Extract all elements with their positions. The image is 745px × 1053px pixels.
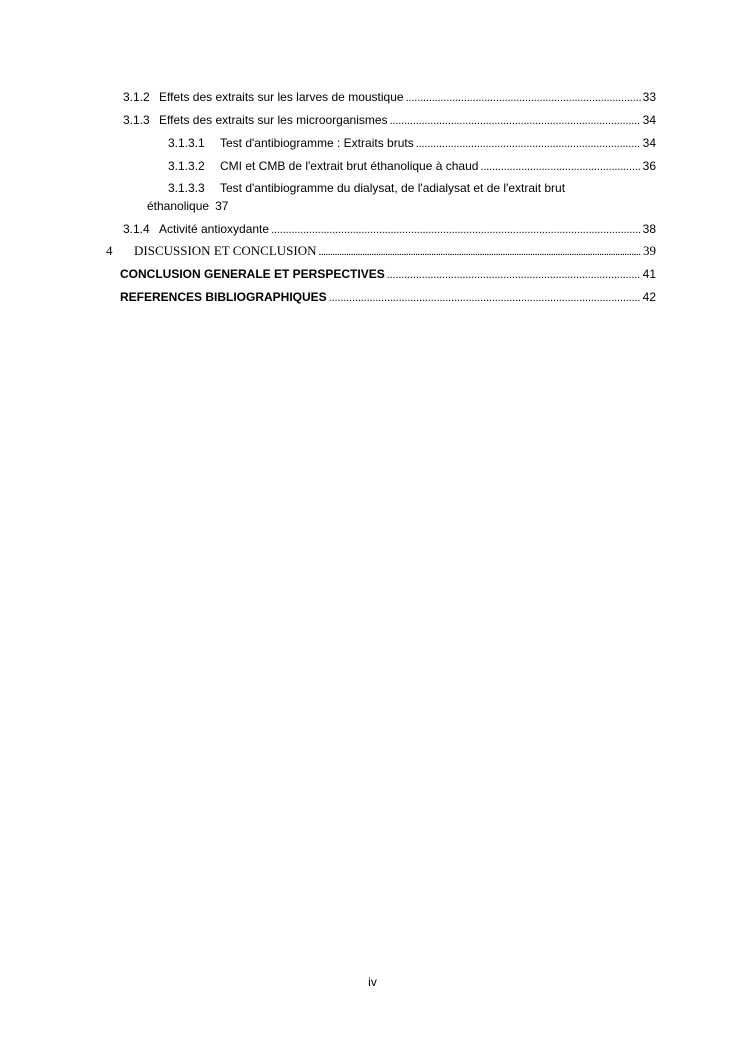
toc-entry-page: 36 [642,159,656,173]
toc-entry-title: CONCLUSION GENERALE ET PERSPECTIVES [120,267,385,281]
toc-leader-dots [319,244,641,259]
table-of-contents [0,0,745,320]
toc-entry-3-1-3-3-continuation [147,198,228,214]
toc-entry-title: Test d'antibiogramme : Extraits bruts [220,136,414,150]
toc-entry-page: 41 [642,267,656,281]
toc-entry-page: 38 [642,222,656,236]
toc-leader-dots [406,90,641,105]
toc-entry-number: 3.1.3.2 [168,159,205,173]
toc-entry-4[interactable] [106,244,656,259]
toc-entry-title: Activité antioxydante [159,222,270,236]
toc-leader-dots [480,159,640,174]
toc-entry-3-1-3[interactable] [123,113,656,128]
toc-entry-title: Effets des extraits sur les larves de moustique [159,90,404,104]
toc-entry-number: 3.1.4 [123,222,150,236]
toc-entry-3-1-4[interactable] [123,222,656,237]
toc-leader-dots [416,136,641,151]
toc-entry-title: DISCUSSION ET CONCLUSION [134,243,317,258]
toc-entry-number: 4 [106,243,113,258]
toc-entry-title: Effets des extraits sur les microorganismes [159,113,388,127]
toc-leader-dots [390,113,641,128]
toc-entry-title: Test d'antibiogramme du dialysat, de l'adialysat et de l'extrait brut [220,181,566,195]
toc-entry-number: 3.1.2 [123,90,150,104]
toc-leader-dots [271,222,641,237]
toc-entry-title: REFERENCES BIBLIOGRAPHIQUES [120,290,327,304]
page-number-footer: iv [368,975,377,989]
toc-entry-title-continuation: éthanolique [147,199,210,213]
toc-entry-3-1-3-1[interactable] [168,136,656,151]
toc-entry-title: CMI et CMB de l'extrait brut éthanolique à chaud [220,159,479,173]
toc-entry-3-1-3-3[interactable] [168,180,565,196]
toc-entry-page: 33 [642,90,656,104]
toc-entry-references[interactable] [120,290,656,305]
toc-entry-number: 3.1.3.3 [168,181,205,195]
toc-entry-3-1-2[interactable] [123,90,656,105]
toc-entry-number: 3.1.3 [123,113,150,127]
toc-entry-page: 34 [642,113,656,127]
toc-entry-page: 34 [642,136,656,150]
toc-entry-conclusion[interactable] [120,267,656,282]
toc-entry-page: 42 [642,290,656,304]
toc-entry-number: 3.1.3.1 [168,136,205,150]
toc-entry-page: 37 [215,199,229,213]
toc-leader-dots [387,267,641,282]
toc-leader-dots [329,290,641,305]
toc-entry-page: 39 [643,243,656,258]
toc-entry-3-1-3-2[interactable] [168,159,656,174]
